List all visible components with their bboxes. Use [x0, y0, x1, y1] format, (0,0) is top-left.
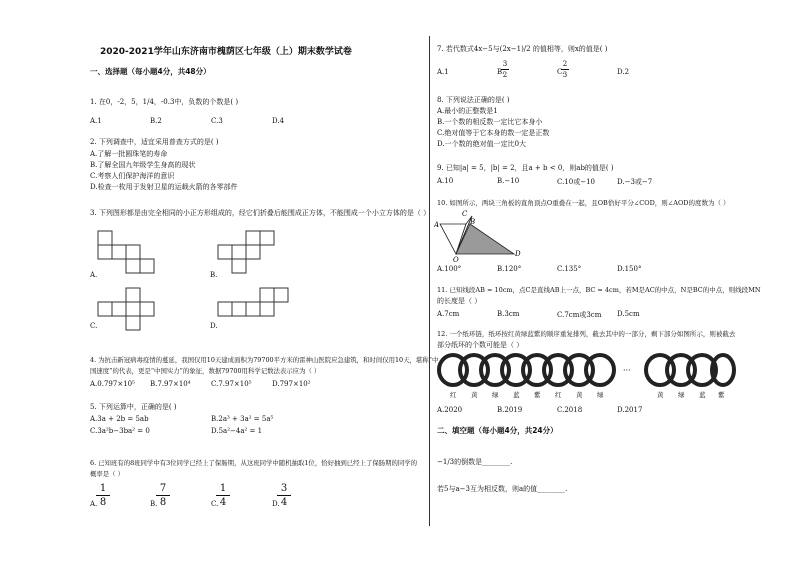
ring-color-label: 紫 [718, 391, 725, 399]
q6-option-a[interactable]: A. [90, 500, 98, 508]
q8-option-c[interactable]: C.绝对值等于它本身的数一定是正数 [437, 129, 550, 137]
q3-net-a [96, 229, 176, 275]
q6-fraction-a: 1 8 [96, 483, 110, 508]
ring-color-label: 红 [450, 391, 457, 399]
page-title: 2020-2021学年山东济南市槐荫区七年级（上）期末数学试卷 [100, 47, 352, 57]
q6-fraction-c: 1 4 [216, 483, 230, 508]
q10-stem: 10. 如图所示，两块三角板的直角顶点O重叠在一起，且OB恰好平分∠COD，则∠AOD的度数为（ ） [437, 199, 730, 207]
section-choice-heading: 一、选择题（每小题4分，共48分） [90, 67, 211, 76]
q3-option-d[interactable]: D. [210, 322, 218, 330]
q2-stem: 2. 下列调查中，适宜采用普查方式的是( ) [90, 138, 219, 146]
q6-option-b[interactable]: B. [150, 500, 158, 508]
q12-option-a[interactable]: A.2020 [437, 406, 463, 414]
q1-option-a[interactable]: A.1 [90, 117, 102, 125]
ring-color-label: 黄 [576, 391, 583, 399]
q7-option-d[interactable]: D.2 [617, 68, 630, 76]
q6-stem-line1: 6. 已知班有的8班同学中有3位同学已经上了保肠期，从这班同学中随机抽取1位，恰好抽到已经上了保肠期的同学的 [90, 459, 418, 467]
q6-fraction-b: 7 8 [156, 483, 170, 508]
ring-color-label: 绿 [678, 391, 685, 399]
q9-option-a[interactable]: A.10 [437, 177, 454, 185]
q8-stem: 8. 下列说法正确的是( ) [437, 96, 510, 104]
q2-option-a[interactable]: A.了解一批圆珠笔的寿命 [90, 150, 168, 158]
q12-stem-line1: 12. 一个纸环链，纸环按红黄绿蓝紫的顺序重复排列，截去其中的一部分，剩下部分如图所示，则被截去 [437, 330, 736, 338]
q10-option-d[interactable]: D.150° [617, 265, 642, 273]
q7-fraction-c: 2 3 [562, 60, 568, 79]
q1-stem: 1. 在0，-2，5，1/4，-0.3中，负数的个数是( ) [90, 98, 239, 106]
q12-option-b[interactable]: B.2019 [497, 406, 523, 414]
q11-option-a[interactable]: A.7cm [437, 310, 460, 318]
ring-color-label: 绿 [597, 391, 604, 399]
q5-option-b[interactable]: B.2a³ + 3a² = 5a⁵ [211, 415, 274, 423]
q3-net-d [216, 286, 306, 332]
q7-option-b[interactable]: B. [497, 68, 505, 76]
point-c-label: C [462, 210, 468, 218]
q4-stem-line2: 国速度”的代表，更是“中国实力”的象征，数据79700用科学记数法表示应为（ ） [90, 367, 321, 375]
q6-option-c[interactable]: C. [211, 500, 219, 508]
q12-option-c[interactable]: C.2018 [557, 406, 583, 414]
q11-stem-line1: 11. 已知线段AB = 10cm，点C是直线AB上一点，BC = 4cm，若M是AC的中点，N是BC的中点，则线段MN [437, 286, 761, 294]
q11-option-d[interactable]: D.5cm [617, 310, 640, 318]
q3-net-c [96, 286, 176, 332]
q6-stem-line2: 概率是（ ） [90, 470, 124, 478]
q3-option-a[interactable]: A. [90, 271, 98, 279]
q10-option-a[interactable]: A.100° [437, 265, 462, 273]
q9-option-b[interactable]: B.−10 [497, 177, 520, 185]
q11-stem-line2: 的长度是（ ） [437, 297, 482, 305]
q8-option-d[interactable]: D.一个数的绝对值一定比0大 [437, 140, 527, 148]
q3-stem: 3. 下列图形都是由完全相同的小正方形组成的，经它们折叠后能围成正方体，不能围成一个小立方体的是（ ） [90, 209, 431, 217]
q2-option-c[interactable]: C.考察人们保护海洋的意识 [90, 172, 175, 180]
point-a-label: A [434, 221, 440, 229]
q4-option-c[interactable]: C.7.97×10⁵ [211, 380, 252, 388]
point-o-label: O [453, 256, 459, 263]
q12-paper-chain-diagram [436, 352, 736, 402]
q9-stem: 9. 已知|a| = 5，|b| = 2，且a + b < 0，则ab的值是( ) [437, 164, 614, 172]
section-fill-heading: 二、填空题（每小题4分，共24分） [437, 426, 558, 435]
q4-stem-line1: 4. 为抗击新冠病毒疫情的蔓延，我国仅用10天建成面积为79700平方米的雷神山医院应急建筑，和时间仅用10天，堪称“中 [90, 356, 439, 364]
ring-color-label: 黄 [471, 391, 478, 399]
q9-option-c[interactable]: C.10或−10 [557, 178, 596, 186]
point-d-label: D [515, 250, 521, 258]
q8-option-b[interactable]: B.一个数的相反数一定比它本身小 [437, 118, 543, 126]
q10-option-c[interactable]: C.135° [557, 265, 582, 273]
q11-option-c[interactable]: C.7cm或3cm [557, 311, 602, 319]
q5-option-c[interactable]: C.3a²b−3ba² = 0 [90, 427, 150, 435]
q9-option-d[interactable]: D.−3或−7 [617, 178, 653, 186]
q10-option-b[interactable]: B.120° [497, 265, 522, 273]
q1-option-c[interactable]: C.3 [211, 117, 223, 125]
q7-option-a[interactable]: A.1 [437, 68, 449, 76]
q1-option-b[interactable]: B.2 [150, 117, 162, 125]
q6-fraction-d: 3 4 [277, 483, 291, 508]
q13-stem[interactable]: −1/3的倒数是________. [437, 458, 513, 466]
q4-option-a[interactable]: A.0.797×10⁵ [90, 380, 135, 388]
q7-option-c[interactable]: C. [557, 68, 565, 76]
ring-color-label: 红 [555, 391, 562, 399]
q4-option-d[interactable]: D.797×10² [272, 380, 311, 388]
ring-color-label: 蓝 [699, 391, 706, 399]
q5-stem: 5. 下列运算中，正确的是( ) [90, 403, 177, 411]
q6-option-d[interactable]: D. [272, 500, 280, 508]
q10-triangle-diagram [434, 208, 534, 263]
q14-stem[interactable]: 若5与a−3互为相反数，则a的值________. [437, 485, 568, 493]
q11-option-b[interactable]: B.3cm [497, 310, 520, 318]
chain-ellipsis: ··· [623, 366, 631, 375]
q1-option-d[interactable]: D.4 [272, 117, 285, 125]
q4-option-b[interactable]: B.7.97×10⁴ [150, 380, 191, 388]
q12-option-d[interactable]: D.2017 [617, 406, 643, 414]
q7-fraction-b: 3 2 [502, 60, 508, 79]
q3-option-c[interactable]: C. [90, 322, 98, 330]
q7-stem: 7. 若代数式4x−5与(2x−1)/2 的值相等，则x的值是( ) [437, 45, 608, 53]
ring-color-label: 蓝 [513, 391, 520, 399]
q12-stem-line2: 部分纸环的个数可能是（ ） [437, 341, 524, 349]
column-divider [429, 36, 430, 526]
ring-color-label: 黄 [657, 391, 664, 399]
q2-option-b[interactable]: B.了解全国九年级学生身高的现状 [90, 161, 196, 169]
q5-option-a[interactable]: A.3a + 2b = 5ab [90, 415, 149, 423]
q3-option-b[interactable]: B. [210, 271, 218, 279]
q2-option-d[interactable]: D.检查一枚用于发射卫星的运载火箭的各零部件 [90, 183, 238, 191]
q3-net-b [216, 229, 296, 275]
ring-color-label: 紫 [534, 391, 541, 399]
q5-option-d[interactable]: D.5a²−4a² = 1 [211, 427, 263, 435]
q8-option-a[interactable]: A.最小的正整数是1 [437, 107, 498, 115]
ring-color-label: 绿 [492, 391, 499, 399]
point-b-label: B [470, 218, 476, 226]
